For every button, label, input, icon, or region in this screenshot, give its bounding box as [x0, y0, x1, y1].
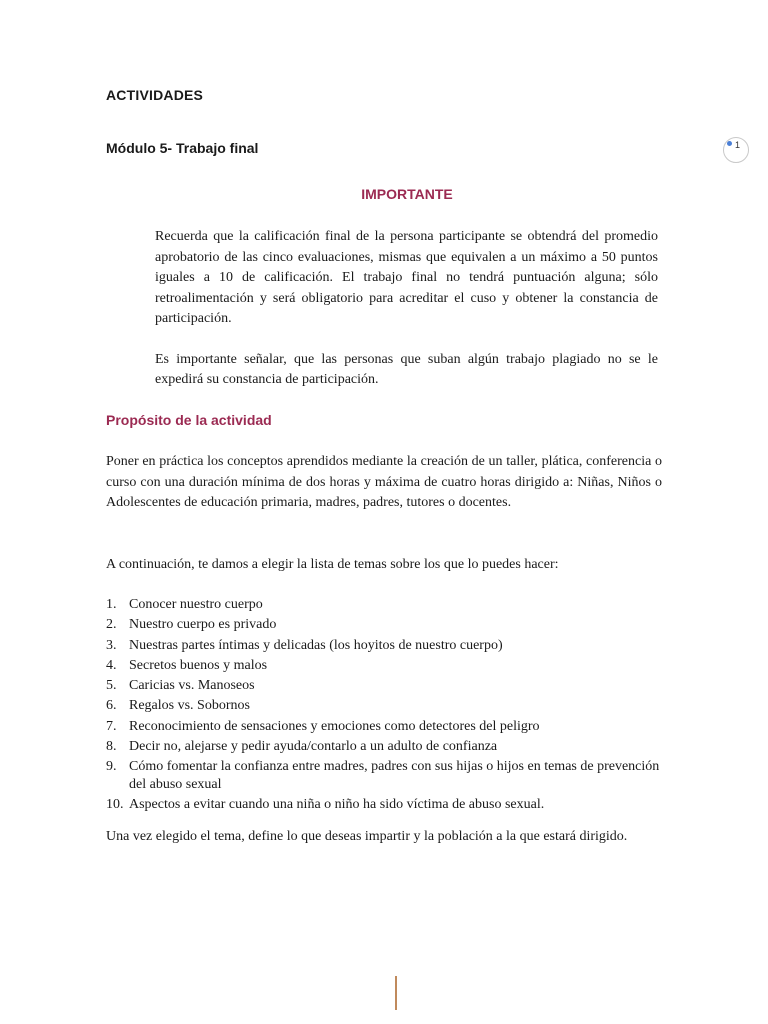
closing-paragraph: Una vez elegido el tema, define lo que deseas impartir y la población a la que estará dirigido. [106, 829, 628, 844]
topic-list [106, 596, 666, 816]
list-number: 5. [106, 678, 117, 694]
list-number: 8. [106, 739, 117, 755]
list-number: 4. [106, 657, 117, 673]
list-number: 2. [106, 617, 117, 633]
section-title: ACTIVIDADES [106, 87, 204, 103]
important-paragraph-2: Es importante señalar, que las personas que suban algún trabajo plagiado no se le expedirá su constancia de participación. [155, 351, 658, 387]
list-item [106, 758, 666, 793]
purpose-paragraph: Poner en práctica los conceptos aprendidos mediante la creación de un taller, plática, conferencia o curso con una duración mínima de dos horas y máxima de cuatro horas dirigido a: Niñas, Niños o Adolescentes de educación primaria, madres, padres, tutores o docentes. [106, 454, 662, 510]
list-item [106, 677, 666, 695]
purpose-title: Propósito de la actividad [106, 412, 272, 428]
list-text: Cómo fomentar la confianza entre madres, padres con sus hijas o hijos en temas de prevención del abuso sexual [129, 759, 660, 792]
list-text: Conocer nuestro cuerpo [129, 597, 263, 612]
list-item [106, 616, 666, 634]
list-item [106, 657, 666, 675]
list-text: Reconocimiento de sensaciones y emociones como detectores del peligro [129, 718, 540, 734]
list-text: Aspectos a evitar cuando una niña o niño ha sido víctima de abuso sexual. [129, 797, 545, 813]
list-item [106, 718, 666, 736]
comment-marker[interactable] [723, 137, 749, 163]
list-number: 7. [106, 718, 117, 734]
list-number: 10. [106, 797, 124, 813]
important-title: IMPORTANTE [361, 186, 453, 202]
list-item [106, 637, 666, 655]
list-number: 1. [106, 597, 117, 612]
comment-dot-icon [727, 141, 732, 146]
module-title: Módulo 5- Trabajo final [106, 140, 259, 156]
list-item [106, 697, 666, 715]
list-number: 3. [106, 637, 117, 653]
list-text: Regalos vs. Sobornos [129, 698, 250, 714]
footer-divider [395, 976, 397, 1010]
comment-count: 1 [735, 140, 741, 150]
list-number: 6. [106, 698, 117, 714]
list-text: Secretos buenos y malos [129, 657, 268, 673]
list-item [106, 738, 666, 756]
list-item [106, 796, 666, 814]
list-text: Nuestro cuerpo es privado [129, 617, 277, 633]
important-paragraph-1: Recuerda que la calificación final de la persona participante se obtendrá del promedio aprobatorio de las cinco evaluaciones, mismas que equivalen a un máximo a 50 puntos iguales a 10 de calificación. El trabajo final no tendrá puntuación alguna; sólo retroalimentación y será obligatorio para acreditar el cuso y obtener la constancia de participación. [155, 229, 658, 326]
list-number: 9. [106, 759, 117, 775]
list-item [106, 596, 666, 614]
list-text: Caricias vs. Manoseos [129, 678, 255, 694]
list-text: Decir no, alejarse y pedir ayuda/contarlo a un adulto de confianza [129, 739, 498, 755]
topics-intro: A continuación, te damos a elegir la lista de temas sobre los que lo puedes hacer: [106, 557, 559, 572]
list-text: Nuestras partes íntimas y delicadas (los hoyitos de nuestro cuerpo) [129, 637, 503, 653]
important-block [155, 227, 658, 411]
